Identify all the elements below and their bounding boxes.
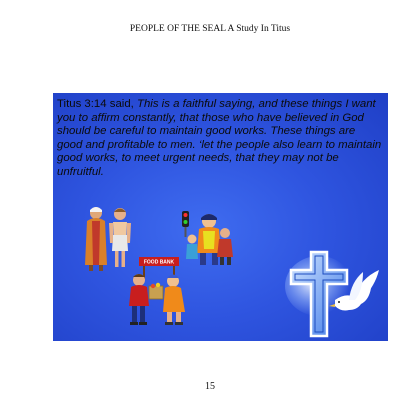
food-bank-clipart	[125, 256, 197, 328]
slide-image	[53, 93, 388, 341]
cross-and-dove-clipart	[283, 248, 383, 338]
page-number: 15	[205, 381, 215, 392]
verse-body: This is a faithful saying, and these things I want you to affirm constantly, that those who have believed in God should be careful to maintain good works. These things are good and profitable to men. ‘let the people also learn to maintain good works, to meet urgent needs, that they may not be unfruitful.	[57, 98, 382, 178]
verse-text	[57, 98, 383, 180]
verse-reference: Titus 3:14 said,	[57, 98, 134, 110]
food-bank-sign-text: FOOD BANK	[143, 259, 175, 266]
page-header: PEOPLE OF THE SEAL A Study In Titus	[129, 24, 291, 34]
